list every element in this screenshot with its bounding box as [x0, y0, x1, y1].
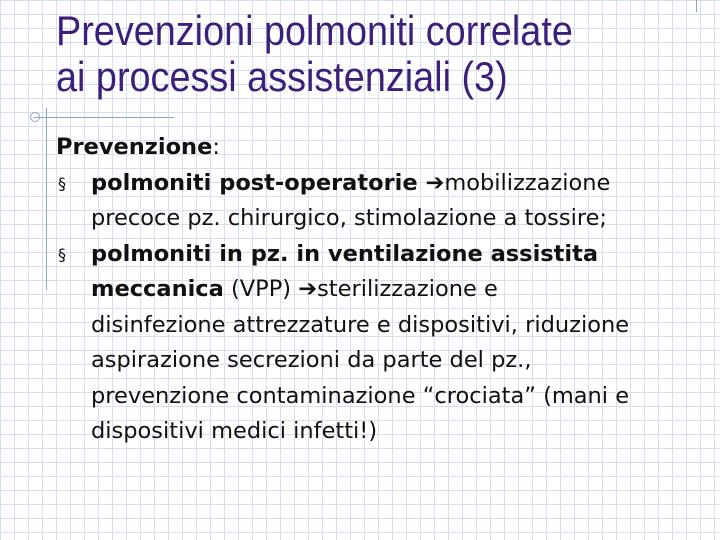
bullet1-bold: polmoniti post-operatorie [91, 169, 426, 196]
heading-label: Prevenzione [56, 134, 213, 160]
title-line-1: Prevenzioni polmoniti correlate [56, 7, 573, 54]
bullet1-line-2: precoce pz. chirurgico, stimolazione a tossire; [91, 205, 608, 231]
bullet2-line2-rest: sterilizzazione e [317, 276, 498, 302]
bullet-marker: § [58, 173, 66, 193]
bullet1-line1-rest: mobilizzazione [444, 169, 611, 196]
title-line-2: ai processi assistenziali (3) [56, 53, 508, 100]
bullet2-line-2 [91, 272, 716, 308]
arrow-icon: ➔ [425, 169, 445, 196]
slide-title [56, 8, 641, 100]
bullet2-line-1: polmoniti in pz. in ventilazione assistita [91, 240, 599, 267]
bullet-item-post-operative [56, 166, 716, 237]
slide-body [56, 130, 716, 450]
bullet2-line-3: disinfezione attrezzature e dispositivi, riduzione [91, 311, 630, 338]
bullet2-vpp: (VPP) [223, 276, 299, 302]
bullet2-bold-end: meccanica [91, 276, 224, 302]
ring-ornament [30, 112, 40, 122]
bullet2-line-4: aspirazione secrezioni da parte del pz., [91, 347, 532, 373]
bullet-marker: § [58, 244, 66, 264]
bullet-item-ventilation [56, 237, 716, 450]
bullet1-line-1 [91, 166, 716, 202]
title-underline-rule [34, 117, 174, 118]
left-margin-rule [46, 108, 47, 290]
heading-colon: : [212, 134, 220, 160]
section-heading [56, 130, 716, 166]
corner-rule [696, 0, 697, 12]
bullet2-line-5: prevenzione contaminazione “crociata” (mani e [91, 382, 630, 409]
arrow-icon: ➔ [298, 276, 318, 302]
bullet2-line-6: dispositivi medici infetti!) [91, 418, 378, 444]
